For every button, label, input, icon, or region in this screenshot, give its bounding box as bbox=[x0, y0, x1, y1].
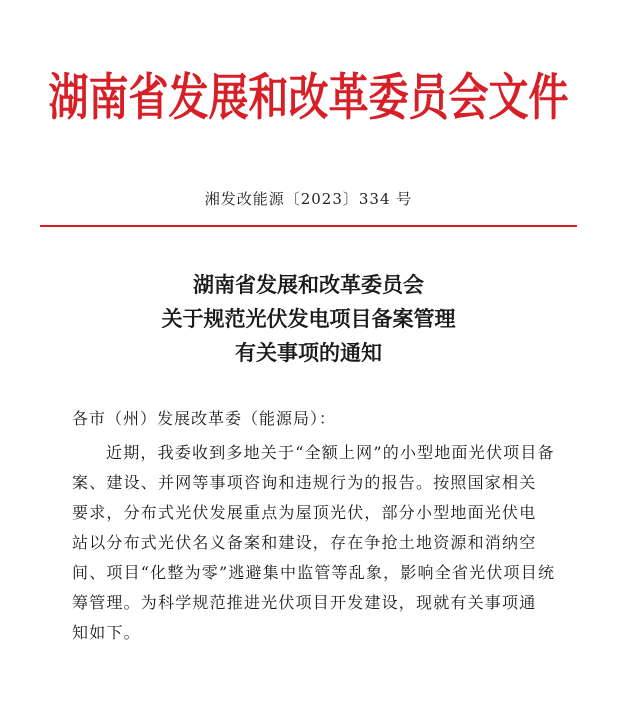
body-line: 知如下。 bbox=[72, 623, 141, 642]
agency-header-title: 湖南省发展和改革委员会文件 bbox=[48, 69, 569, 127]
salutation: 各市（州）发展改革委（能源局）： bbox=[72, 409, 337, 428]
body-paragraph bbox=[72, 438, 580, 648]
notice-title-line-1: 湖南省发展和改革委员会 bbox=[193, 273, 424, 297]
red-divider-line bbox=[40, 225, 577, 227]
body-line: 要求，分布式光伏发展重点为屋顶光伏，部分小型地面光伏电 bbox=[72, 503, 537, 522]
body-line: 站以分布式光伏名义备案和建设，存在争抢土地资源和消纳空 bbox=[72, 533, 537, 552]
notice-title-line-2: 关于规范光伏发电项目备案管理 bbox=[161, 307, 456, 331]
document-number: 湘发改能源〔2023〕334 号 bbox=[204, 190, 413, 208]
body-line: 案、建设、并网等事项咨询和违规行为的报告。按照国家相关 bbox=[72, 473, 537, 492]
body-line: 间、项目“化整为零”逃避集中监管等乱象，影响全省光伏项目统 bbox=[72, 563, 556, 582]
notice-title-line-3: 有关事项的通知 bbox=[235, 341, 382, 365]
body-line: 筹管理。为科学规范推进光伏项目开发建设，现就有关事项通 bbox=[72, 593, 537, 612]
notice-title bbox=[0, 268, 617, 370]
body-line: 近期，我委收到多地关于“全额上网”的小型地面光伏项目备 bbox=[106, 443, 555, 462]
